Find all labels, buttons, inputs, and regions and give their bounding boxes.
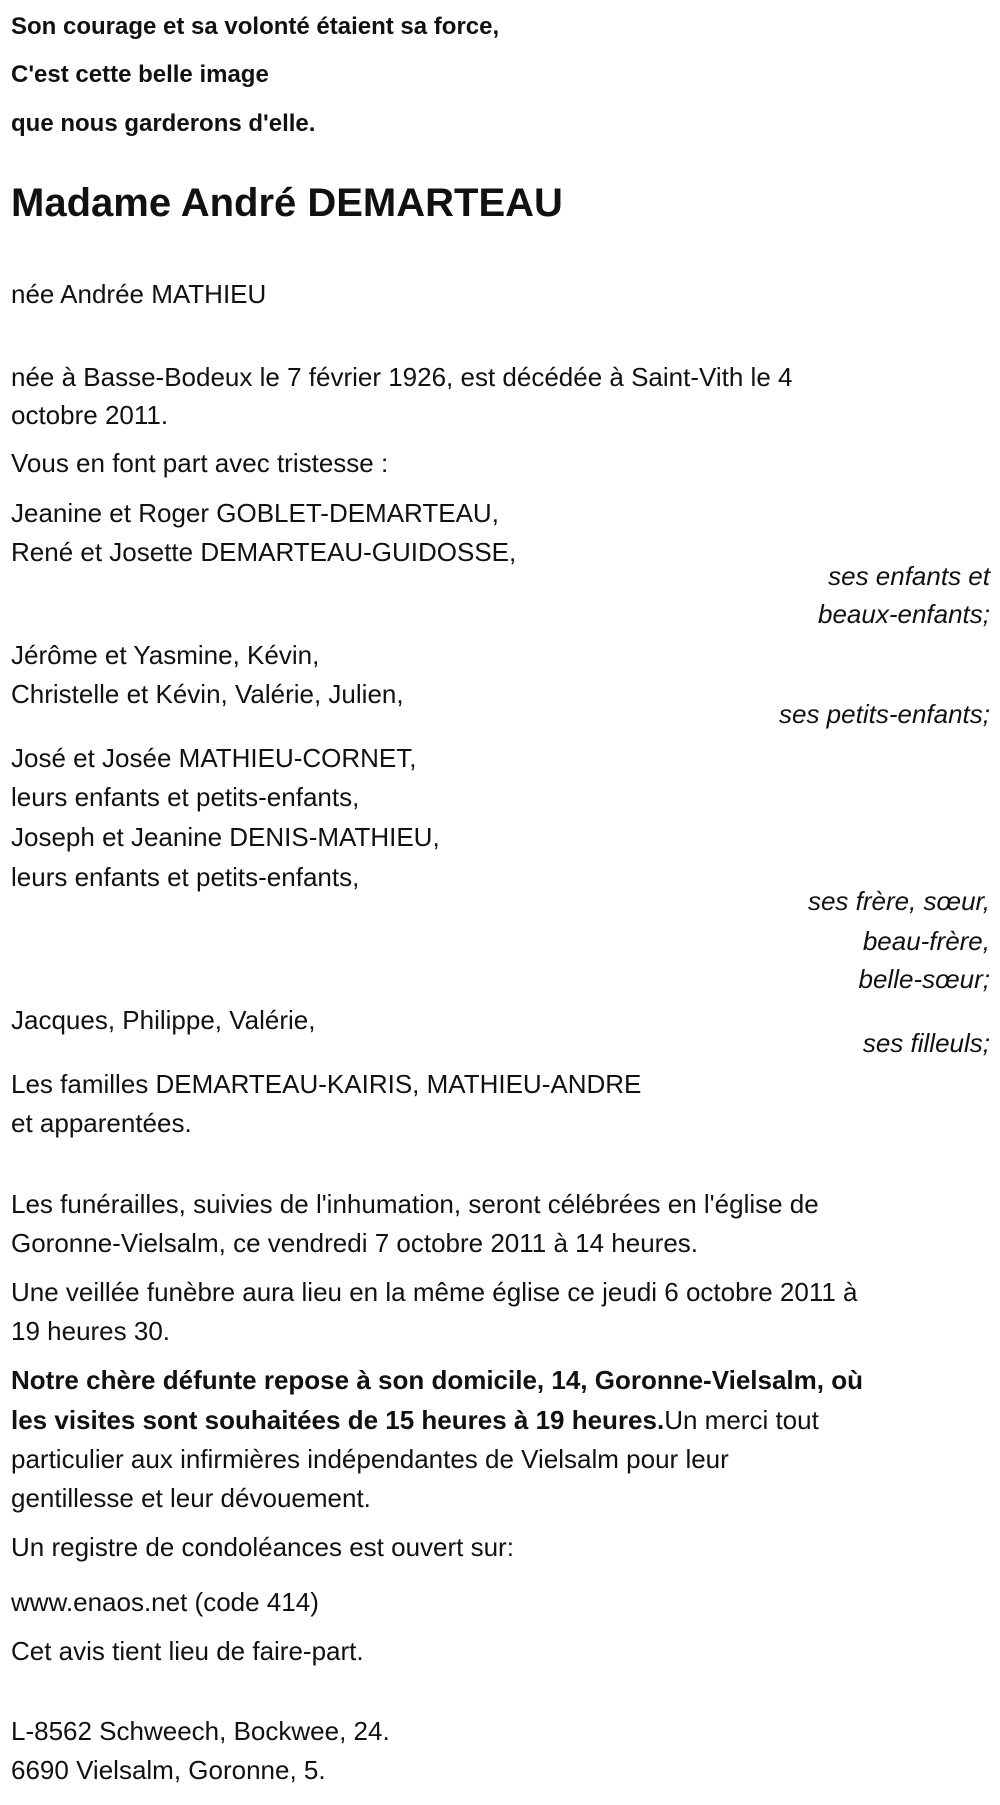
- visitation-line-2: [11, 1407, 819, 1433]
- maiden-name: née Andrée MATHIEU: [11, 279, 267, 309]
- condolences-link[interactable]: www.enaos.net (code 414): [11, 1587, 319, 1617]
- epigraph-line-1: Son courage et sa volonté étaient sa force,: [11, 13, 500, 40]
- epigraph-line-2: C'est cette belle image: [11, 61, 269, 88]
- family-name-line: leurs enfants et petits-enfants,: [11, 782, 360, 812]
- family-role-label: ses filleuls;: [862, 1028, 990, 1058]
- funeral-line-1: Les funérailles, suivies de l'inhumation, seront célébrées en l'église de: [11, 1189, 819, 1219]
- thanks-text: Un merci tout: [664, 1405, 819, 1435]
- family-role-label: ses petits-enfants;: [779, 699, 990, 729]
- family-role-label: belle-sœur;: [858, 964, 990, 994]
- family-name-line: Jacques, Philippe, Valérie,: [11, 1005, 316, 1035]
- family-name-line: José et Josée MATHIEU-CORNET,: [11, 743, 417, 773]
- family-name-line: Jérôme et Yasmine, Kévin,: [11, 640, 320, 670]
- visitation-line-1: Notre chère défunte repose à son domicile, 14, Goronne-Vielsalm, où: [11, 1365, 863, 1395]
- family-name-line: Jeanine et Roger GOBLET-DEMARTEAU,: [11, 498, 499, 528]
- address-line-2: 6690 Vielsalm, Goronne, 5.: [11, 1755, 326, 1785]
- families-line-2: et apparentées.: [11, 1108, 192, 1138]
- family-name-line: René et Josette DEMARTEAU-GUIDOSSE,: [11, 537, 517, 567]
- family-role-label: beaux-enfants;: [817, 599, 990, 629]
- family-name-line: Joseph et Jeanine DENIS-MATHIEU,: [11, 822, 440, 852]
- birth-death-line-1: née à Basse-Bodeux le 7 février 1926, est décédée à Saint-Vith le 4: [11, 362, 793, 392]
- vigil-line-1: Une veillée funèbre aura lieu en la même église ce jeudi 6 octobre 2011 à: [11, 1277, 858, 1307]
- address-line-1: L-8562 Schweech, Bockwee, 24.: [11, 1716, 390, 1746]
- family-role-label: ses frère, sœur,: [807, 886, 990, 916]
- epigraph-line-3: que nous garderons d'elle.: [11, 110, 316, 137]
- condolences-intro: Un registre de condoléances est ouvert sur:: [11, 1532, 514, 1562]
- deceased-name-heading: Madame André DEMARTEAU: [11, 181, 563, 225]
- birth-death-line-2: octobre 2011.: [11, 400, 169, 430]
- notice-text: Cet avis tient lieu de faire-part.: [11, 1636, 364, 1666]
- thanks-line-2: particulier aux infirmières indépendantes de Vielsalm pour leur: [11, 1444, 729, 1474]
- thanks-line-3: gentillesse et leur dévouement.: [11, 1483, 371, 1513]
- families-line-1: Les familles DEMARTEAU-KAIRIS, MATHIEU-ANDRE: [11, 1069, 642, 1099]
- family-name-line: leurs enfants et petits-enfants,: [11, 862, 360, 892]
- family-name-line: Christelle et Kévin, Valérie, Julien,: [11, 679, 404, 709]
- family-role-label: beau-frère,: [862, 926, 990, 956]
- vigil-line-2: 19 heures 30.: [11, 1316, 171, 1346]
- visitation-bold-text: les visites sont souhaitées de 15 heures à 19 heures.: [11, 1405, 665, 1435]
- announce-intro: Vous en font part avec tristesse :: [11, 448, 389, 478]
- funeral-line-2: Goronne-Vielsalm, ce vendredi 7 octobre 2011 à 14 heures.: [11, 1228, 699, 1258]
- family-role-label: ses enfants et: [828, 561, 990, 591]
